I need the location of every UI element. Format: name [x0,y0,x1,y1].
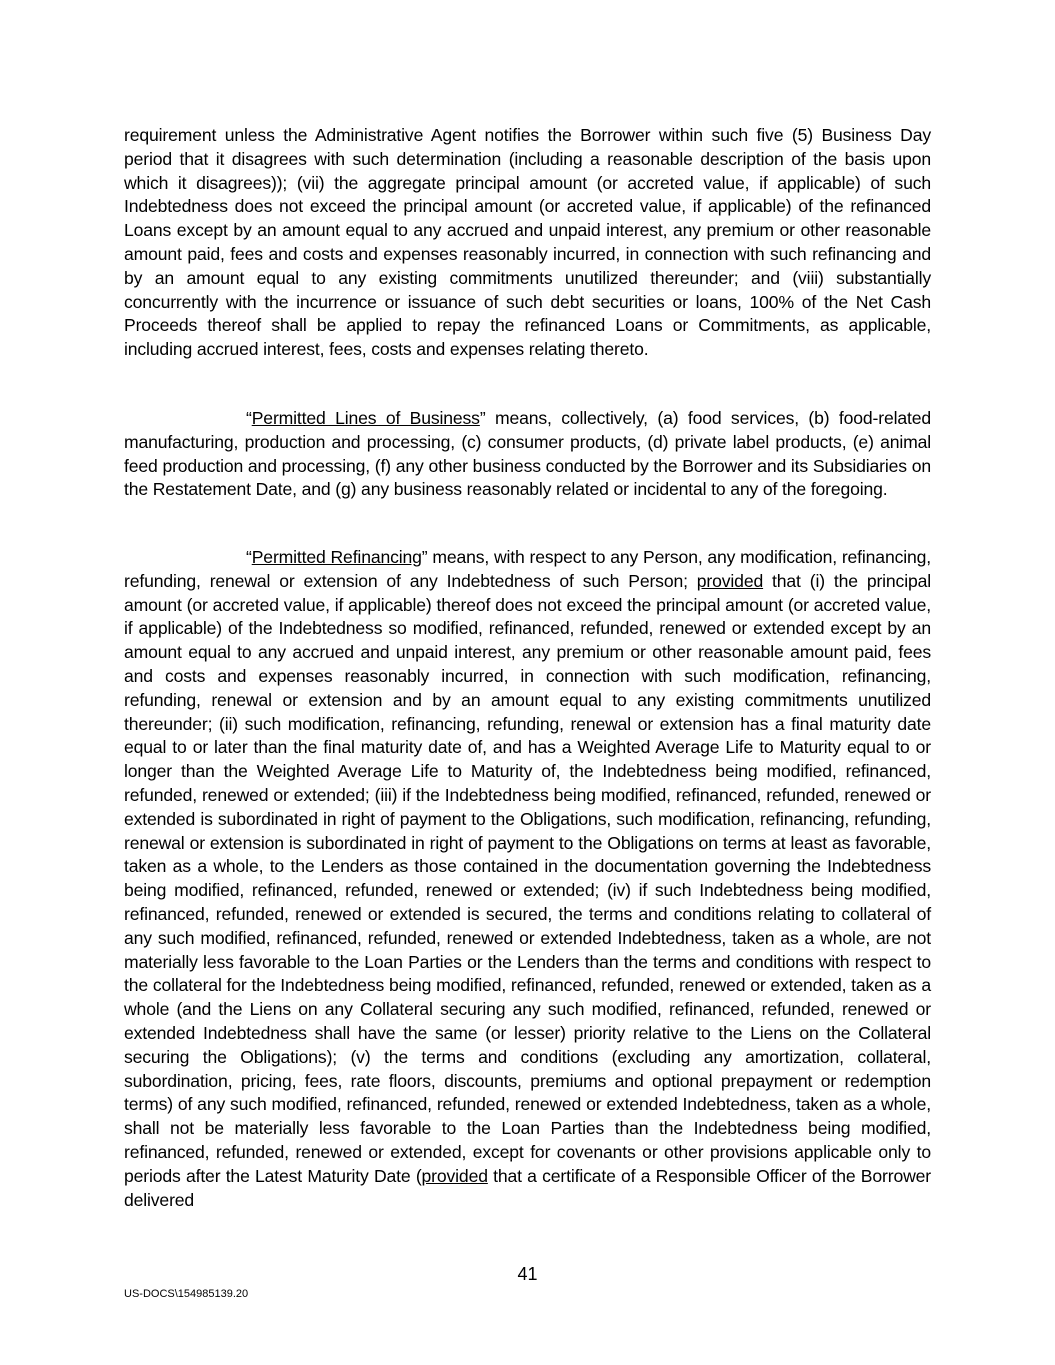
proviso-term: provided [696,570,764,591]
proviso-term: provided [421,1165,488,1186]
definition-permitted-refinancing [124,546,931,1212]
open-quote: “ [246,547,252,567]
definition-text: that a certificate of a Responsible Officer of the Borrower delivered [124,1165,931,1210]
definition-text: means, collectively, (a) food services, (b) food-related manufacturing, production and processing, (c) consumer products, (d) private label products, (e) animal feed production and processing, (f) any other business conducted by the Borrower and its Subsidiaries on the Restatement Date, and (g) any business reasonably related or incidental to any of the foregoing. [124,408,931,500]
definition-text: means, with respect to any Person, any modification, refinancing, refunding, renewal or extension of any Indebtedness of such Person; [124,547,931,591]
page-number: 41 [517,1264,538,1284]
defined-term: Permitted Lines of Business [251,408,480,428]
close-quote: ” [479,408,486,428]
close-quote: ” [421,547,428,567]
defined-term: Permitted Refinancing [251,547,422,567]
paragraph-continuation [124,124,931,362]
definition-text: that (i) the principal amount (or accreted value, if applicable) thereof does not exceed the principal amount (or accreted value, if applicable) of the Indebtedness so modified, refinanced, refunded, renewed or extended except by an amount equal to any accrued and unpaid interest, any premium or other reasonable amount paid, fees and costs and expenses reasonably incurred, in connection with such modification, refinancing, refunding, renewal or extension and by an amount equal to any existing commitments unutilized thereunder; (ii) such modification, refinancing, refunding, renewal or extension has a final maturity date equal to or later than the final maturity date of, and has a Weighted Average Life to Maturity equal to or longer than the Weighted Average Life to Maturity of, the Indebtedness being modified, refinanced, refunded, renewed or extended; (iii) if the Indebtedness being modified, refinanced, refunded, renewed or extended is subordinated in right of payment to the Obligations, such modification, refinancing, refunding, renewal or extension is subordinated in right of payment to the Obligations on terms at least as favorable, taken as a whole, to the Lenders as those contained in the documentation governing the Indebtedness being modified, refinanced, refunded, renewed or extended; (iv) if such Indebtedness being modified, refinanced, refunded, renewed or extended is secured, the terms and conditions relating to collateral of any such modified, refinanced, refunded, renewed or extended Indebtedness, taken as a whole, are not materially less favorable to the Loan Parties or the Lenders than the terms and conditions with respect to the collateral for the Indebtedness being modified, refinanced, refunded, renewed or extended, taken as a whole (and the Liens on any Collateral securing any such modified, refinanced, refunded, renewed or extended Indebtedness shall have the same (or lesser) priority relative to the Liens on the Collateral securing the Obligations); (v) the terms and conditions (excluding any amortization, collateral, subordination, pricing, fees, rate floors, discounts, premiums and optional prepayment or redemption terms) of any such modified, refinanced, refunded, renewed or extended Indebtedness, taken as a whole, shall not be materially less favorable to the Loan Parties than the Indebtedness being modified, refinanced, refunded, renewed or extended, except for covenants or other provisions applicable only to periods after the Latest Maturity Date ( [124,570,931,1186]
definition-permitted-lines-of-business [124,407,931,502]
open-quote: “ [246,408,252,428]
paragraph-text: requirement unless the Administrative Agent notifies the Borrower within such five (5) Business Day period that it disagrees with such determination (including a reasonable description of the basis upon which it disagrees)); (vii) the aggregate principal amount (or accreted value, if applicable) of such Indebtedness does not exceed the principal amount (or accreted value, if applicable) of the refinanced Loans except by an amount equal to any accrued and unpaid interest, any premium or other reasonable amount paid, fees and costs and expenses reasonably incurred, in connection with such refinancing and by an amount equal to any existing commitments unutilized thereunder; and (viii) substantially concurrently with the incurrence or issuance of such debt securities or loans, 100% of the Net Cash Proceeds thereof shall be applied to repay the refinanced Loans or Commitments, as applicable, including accrued interest, fees, costs and expenses relating thereto. [124,125,931,360]
document-id-footer: US-DOCS\154985139.20 [124,1288,249,1300]
